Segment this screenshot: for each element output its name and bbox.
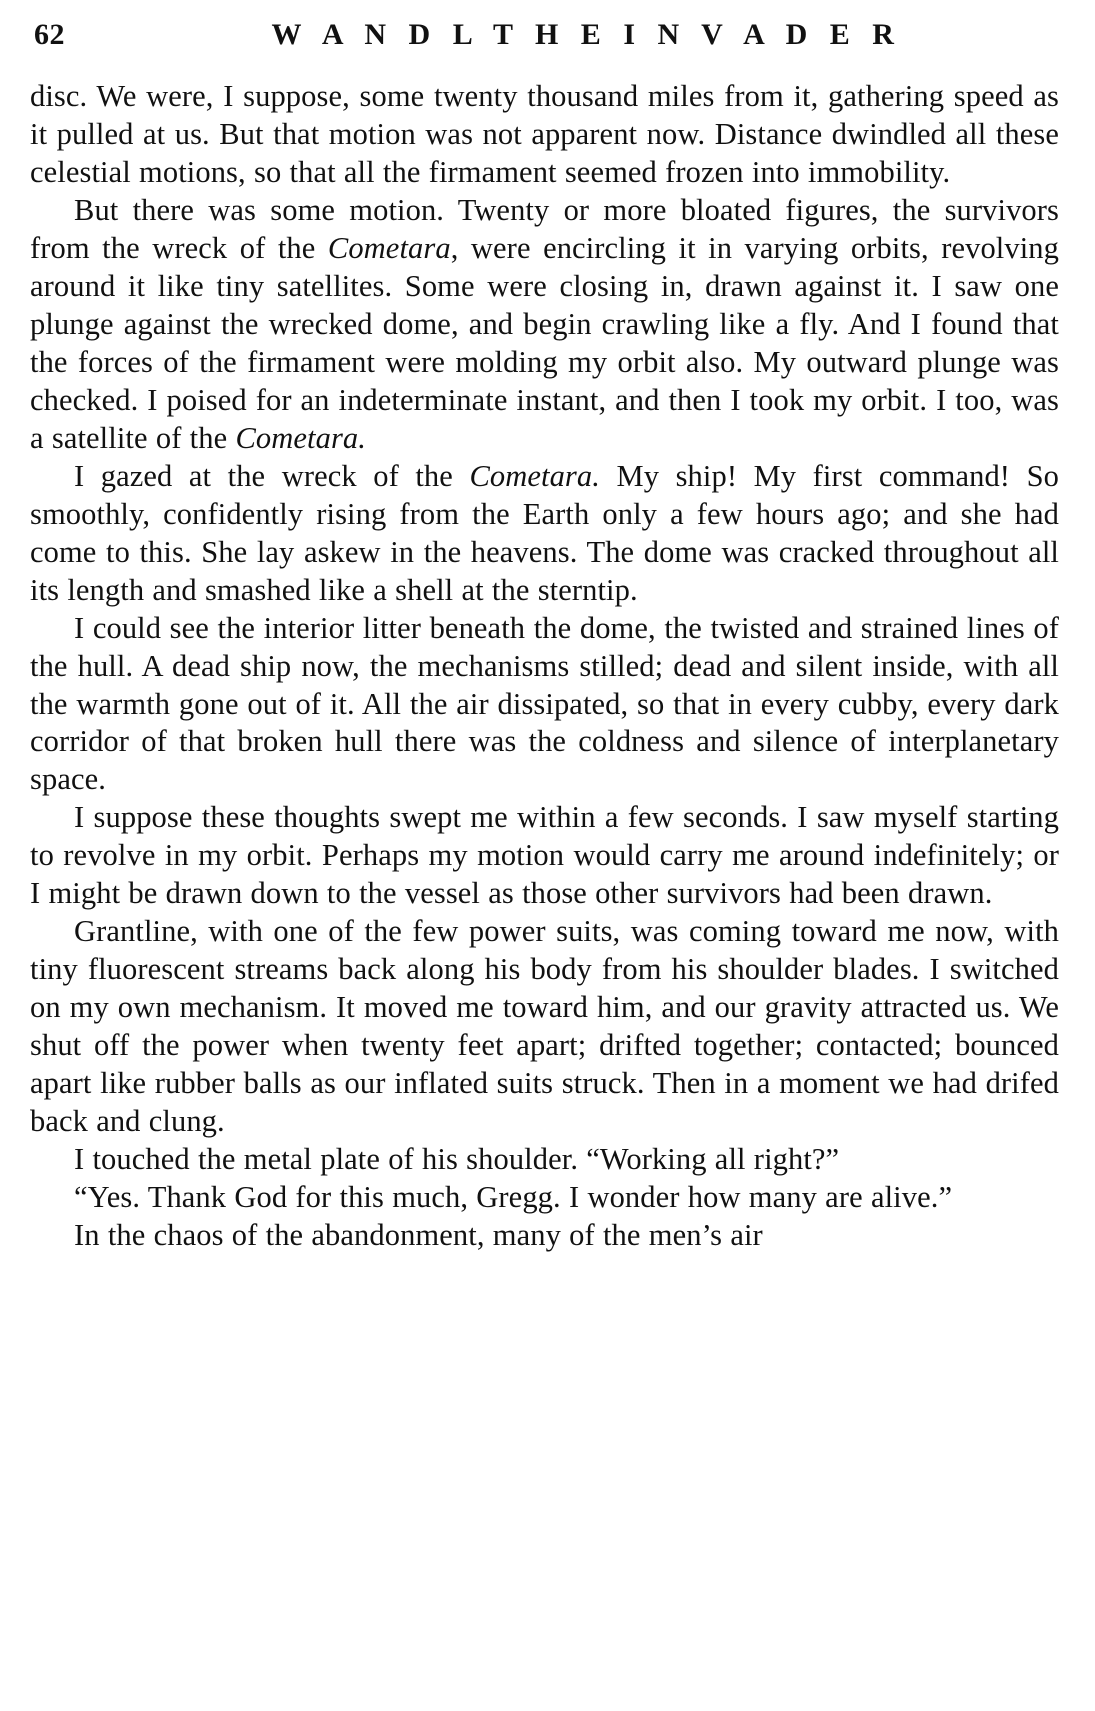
paragraph: In the chaos of the abandonment, many of the men’s air	[74, 1218, 763, 1253]
paragraph: Grantline, with one of the few power suits, was coming toward me now, with tiny fluorescent streams back along his body from his shoulder blades. I switched on my own mechanism. It moved me toward him, and our gravity attracted us. We shut off the power when twenty feet apart; drifted together; contacted; bounced apart like rubber balls as our inflated suits struck. Then in a moment we had drifed back and clung.	[30, 914, 1059, 1139]
paragraph: “Yes. Thank God for this much, Gregg. I wonder how many are alive.”	[74, 1180, 953, 1215]
paragraph: But there was some motion. Twenty or more bloated figures, the survivors from the wreck of the Cometara, were encircling it in varying orbits, revolving around it like tiny satellites. Some were closing in, drawn against it. I saw one plunge against the wrecked dome, and begin crawling like a fly. And I found that the forces of the firmament were molding my orbit also. My outward plunge was checked. I poised for an indeterminate instant, and then I took my orbit. I too, was a satellite of the Cometara.	[30, 192, 1059, 455]
page-header	[30, 18, 1059, 70]
running-title: W A N D L T H E I N V A D E R	[271, 18, 902, 51]
paragraph: I could see the interior litter beneath the dome, the twisted and strained lines of the hull. A dead ship now, the mechanisms stilled; dead and silent inside, with all the warmth gone out of it. All the air dissipated, so that in every cubby, every dark corridor of that broken hull there was the coldness and silence of interplanetary space.	[30, 610, 1059, 797]
paragraph: I gazed at the wreck of the Cometara. My ship! My first command! So smoothly, confidently rising from the Earth only a few hours ago; and she had come to this. She lay askew in the heavens. The dome was cracked throughout all its length and smashed like a shell at the sterntip.	[30, 458, 1059, 607]
paragraph: I suppose these thoughts swept me within a few seconds. I saw myself starting to revolve in my orbit. Perhaps my motion would carry me around indefinitely; or I might be drawn down to the vessel as those other survivors had been drawn.	[30, 800, 1059, 911]
paragraph: I touched the metal plate of his shoulder. “Working all right?”	[74, 1142, 840, 1177]
paragraph: disc. We were, I suppose, some twenty thousand miles from it, gathering speed as it pulled at us. But that motion was not apparent now. Distance dwindled all these celestial motions, so that all the firmament seemed frozen into immobility.	[30, 79, 1059, 189]
page-body	[30, 78, 1059, 1255]
page-number: 62	[34, 18, 65, 51]
